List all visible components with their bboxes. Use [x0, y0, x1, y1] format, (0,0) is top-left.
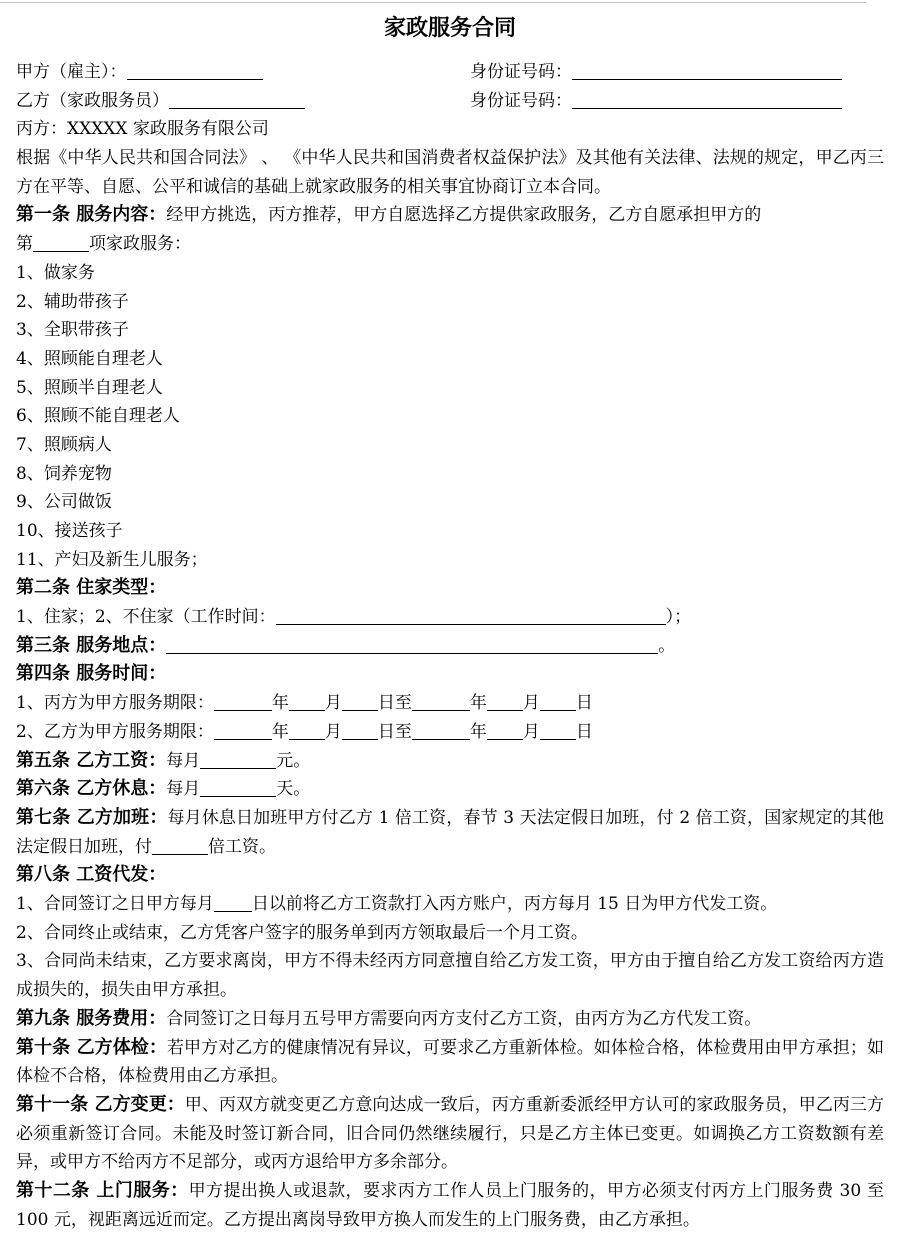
service-item: 8、饲养宠物	[16, 463, 112, 484]
article-1-post: 项家政服务：	[89, 234, 191, 255]
article-8-heading: 第八条 工资代发：	[16, 864, 167, 886]
end-month-blank[interactable]	[487, 690, 523, 711]
article-5-heading: 第五条 乙方工资：	[16, 749, 167, 771]
article-1-heading: 第一条 服务内容：	[16, 204, 167, 226]
article-4-line2	[16, 718, 884, 747]
rest-days-blank[interactable]	[200, 776, 276, 797]
start-year-blank[interactable]	[214, 719, 272, 740]
article-8-p1-pre: 1、合同签订之日甲方每月	[16, 894, 214, 915]
party-b-blank[interactable]	[169, 88, 305, 109]
party-a-label: 甲方（雇主）：	[16, 62, 127, 82]
month-label: 月	[324, 693, 342, 714]
article-2-line	[16, 603, 884, 632]
period-label: 2、乙方为甲方服务期限：	[16, 721, 214, 742]
article-7-heading: 第七条 乙方加班：	[16, 806, 168, 828]
article-6-pre: 每月	[166, 779, 201, 800]
article-8-p1	[16, 890, 884, 919]
service-item: 2、辅助带孩子	[16, 291, 129, 312]
article-4-heading: 第四条 服务时间：	[16, 663, 167, 685]
party-a-blank[interactable]	[127, 59, 263, 80]
party-b-row	[16, 87, 884, 116]
end-year-blank[interactable]	[412, 719, 470, 740]
service-item: 3、全职带孩子	[16, 320, 129, 341]
article-12	[16, 1177, 884, 1234]
service-item: 1、做家务	[16, 262, 95, 283]
article-11-heading: 第十一条 乙方变更：	[16, 1093, 185, 1115]
article-10-heading: 第十条 乙方体检：	[16, 1036, 167, 1058]
party-a-id-group	[470, 58, 842, 87]
salary-blank[interactable]	[200, 748, 276, 769]
month-label: 月	[324, 721, 342, 742]
article-6-post: 天。	[276, 779, 311, 800]
document-title: 家政服务合同	[383, 16, 516, 41]
article-4-line1	[16, 689, 884, 718]
period-label: 1、丙方为甲方服务期限：	[16, 693, 214, 714]
end-day-blank[interactable]	[540, 690, 576, 711]
start-day-blank[interactable]	[342, 690, 378, 711]
payday-blank[interactable]	[214, 891, 252, 912]
article-9-text: 合同签订之日每月五号甲方需要向丙方支付乙方工资，由丙方为乙方代发工资。	[166, 1008, 762, 1029]
article-1-line2	[16, 230, 884, 259]
party-b-id-label: 身份证号码：	[470, 90, 572, 111]
article-11-text: 甲、丙双方就变更乙方意向达成一致后，丙方重新委派经甲方认可的家政服务员，甲乙丙三方必须重新签订合同。未能及时签订新合同，旧合同仍然继续履行，只是乙方主体已变更。如调换乙方工资数额有差异，或甲方不给丙方不足部分，或丙方退给甲方多余部分。	[16, 1094, 884, 1173]
party-b-label: 乙方（家政服务员）	[16, 90, 169, 111]
article-12-heading: 第十二条 上门服务：	[16, 1180, 189, 1202]
service-item: 10、接送孩子	[16, 521, 123, 542]
day-label: 日	[575, 721, 593, 742]
article-2-end: ）；	[665, 607, 692, 628]
start-year-blank[interactable]	[214, 690, 272, 711]
party-b-id-blank[interactable]	[572, 88, 842, 109]
article-7-post: 倍工资。	[208, 836, 276, 857]
article-2-text: 1、住家；2、不住家（工作时间：	[16, 607, 276, 628]
year-label: 年	[271, 721, 289, 742]
month-label: 月	[522, 721, 540, 742]
year-label: 年	[469, 693, 487, 714]
party-a-id-blank[interactable]	[572, 59, 842, 80]
article-5-line	[16, 747, 884, 776]
end-day-blank[interactable]	[540, 719, 576, 740]
work-time-blank[interactable]	[276, 604, 666, 625]
article-6-line	[16, 775, 884, 804]
article-6-heading: 第六条 乙方休息：	[16, 778, 167, 800]
article-11	[16, 1091, 884, 1177]
party-c-row: 丙方：XXXXX 家政服务有限公司	[16, 119, 269, 140]
day-to-label: 日至	[377, 693, 412, 714]
article-7	[16, 804, 884, 861]
service-item: 4、照顾能自理老人	[16, 348, 163, 369]
service-item: 5、照顾半自理老人	[16, 377, 163, 398]
article-5-post: 元。	[276, 750, 311, 771]
year-label: 年	[271, 693, 289, 714]
service-location-blank[interactable]	[166, 633, 658, 654]
overtime-multiple-blank[interactable]	[152, 834, 208, 855]
article-8-p1-post: 日以前将乙方工资款打入丙方账户，丙方每月 15 日为甲方代发工资。	[251, 894, 778, 915]
end-year-blank[interactable]	[412, 690, 470, 711]
article-12-text: 甲方提出换人或退款，要求丙方工作人员上门服务的，甲方必须支付丙方上门服务费 30 至 100 元，视距离远近而定。乙方提出离岗导致甲方换人而发生的上门服务费，由乙方承担。	[16, 1181, 884, 1230]
article-10	[16, 1034, 884, 1091]
article-2-heading: 第二条 住家类型：	[16, 577, 167, 599]
article-9-heading: 第九条 服务费用：	[16, 1007, 167, 1029]
service-item-blank[interactable]	[33, 231, 89, 252]
start-month-blank[interactable]	[289, 690, 325, 711]
article-3-line	[16, 632, 884, 661]
article-3-heading: 第三条 服务地点：	[16, 634, 167, 656]
month-label: 月	[522, 693, 540, 714]
start-day-blank[interactable]	[342, 719, 378, 740]
article-3-end: 。	[658, 635, 676, 656]
contract-document	[16, 8, 884, 1234]
day-to-label: 日至	[377, 721, 412, 742]
party-a-id-label: 身份证号码：	[470, 62, 572, 82]
party-a-row	[16, 58, 884, 87]
start-month-blank[interactable]	[289, 719, 325, 740]
article-1-pre: 第	[16, 234, 33, 255]
service-list	[16, 259, 884, 575]
service-item: 6、照顾不能自理老人	[16, 406, 180, 427]
party-b-id-group	[470, 87, 842, 116]
intro-paragraph: 根据《中华人民共和国合同法》 、 《中华人民共和国消费者权益保护法》及其他有关法律、法规的规定，甲乙丙三方在平等、自愿、公平和诚信的基础上就家政服务的相关事宜协商订立本合同。	[16, 148, 884, 197]
service-item: 11、产妇及新生儿服务；	[16, 549, 208, 570]
article-10-text: 若甲方对乙方的健康情况有异议，可要求乙方重新体检。如体检合格，体检费用由甲方承担；如体检不合格，体检费用由乙方承担。	[16, 1037, 884, 1087]
article-8-p3: 3、合同尚未结束，乙方要求离岗，甲方不得未经丙方同意擅自给乙方发工资，甲方由于擅自给乙方发工资给丙方造成损失的，损失由甲方承担。	[16, 951, 884, 1001]
article-5-pre: 每月	[166, 750, 201, 771]
service-item: 7、照顾病人	[16, 434, 112, 455]
top-border	[0, 0, 866, 3]
article-9	[16, 1005, 884, 1034]
day-label: 日	[575, 693, 593, 714]
year-label: 年	[469, 721, 487, 742]
article-1	[16, 201, 884, 230]
article-7-text: 每月休息日加班甲方付乙方 1 倍工资，春节 3 天法定假日加班，付 2 倍工资，国家规定的其他法定假日加班，付	[16, 807, 884, 857]
article-1-text: 经甲方挑选，丙方推荐，甲方自愿选择乙方提供家政服务，乙方自愿承担甲方的	[166, 205, 762, 226]
service-item: 9、公司做饭	[16, 492, 112, 513]
end-month-blank[interactable]	[487, 719, 523, 740]
article-8-p2: 2、合同终止或结束，乙方凭客户签字的服务单到丙方领取最后一个月工资。	[16, 922, 588, 943]
